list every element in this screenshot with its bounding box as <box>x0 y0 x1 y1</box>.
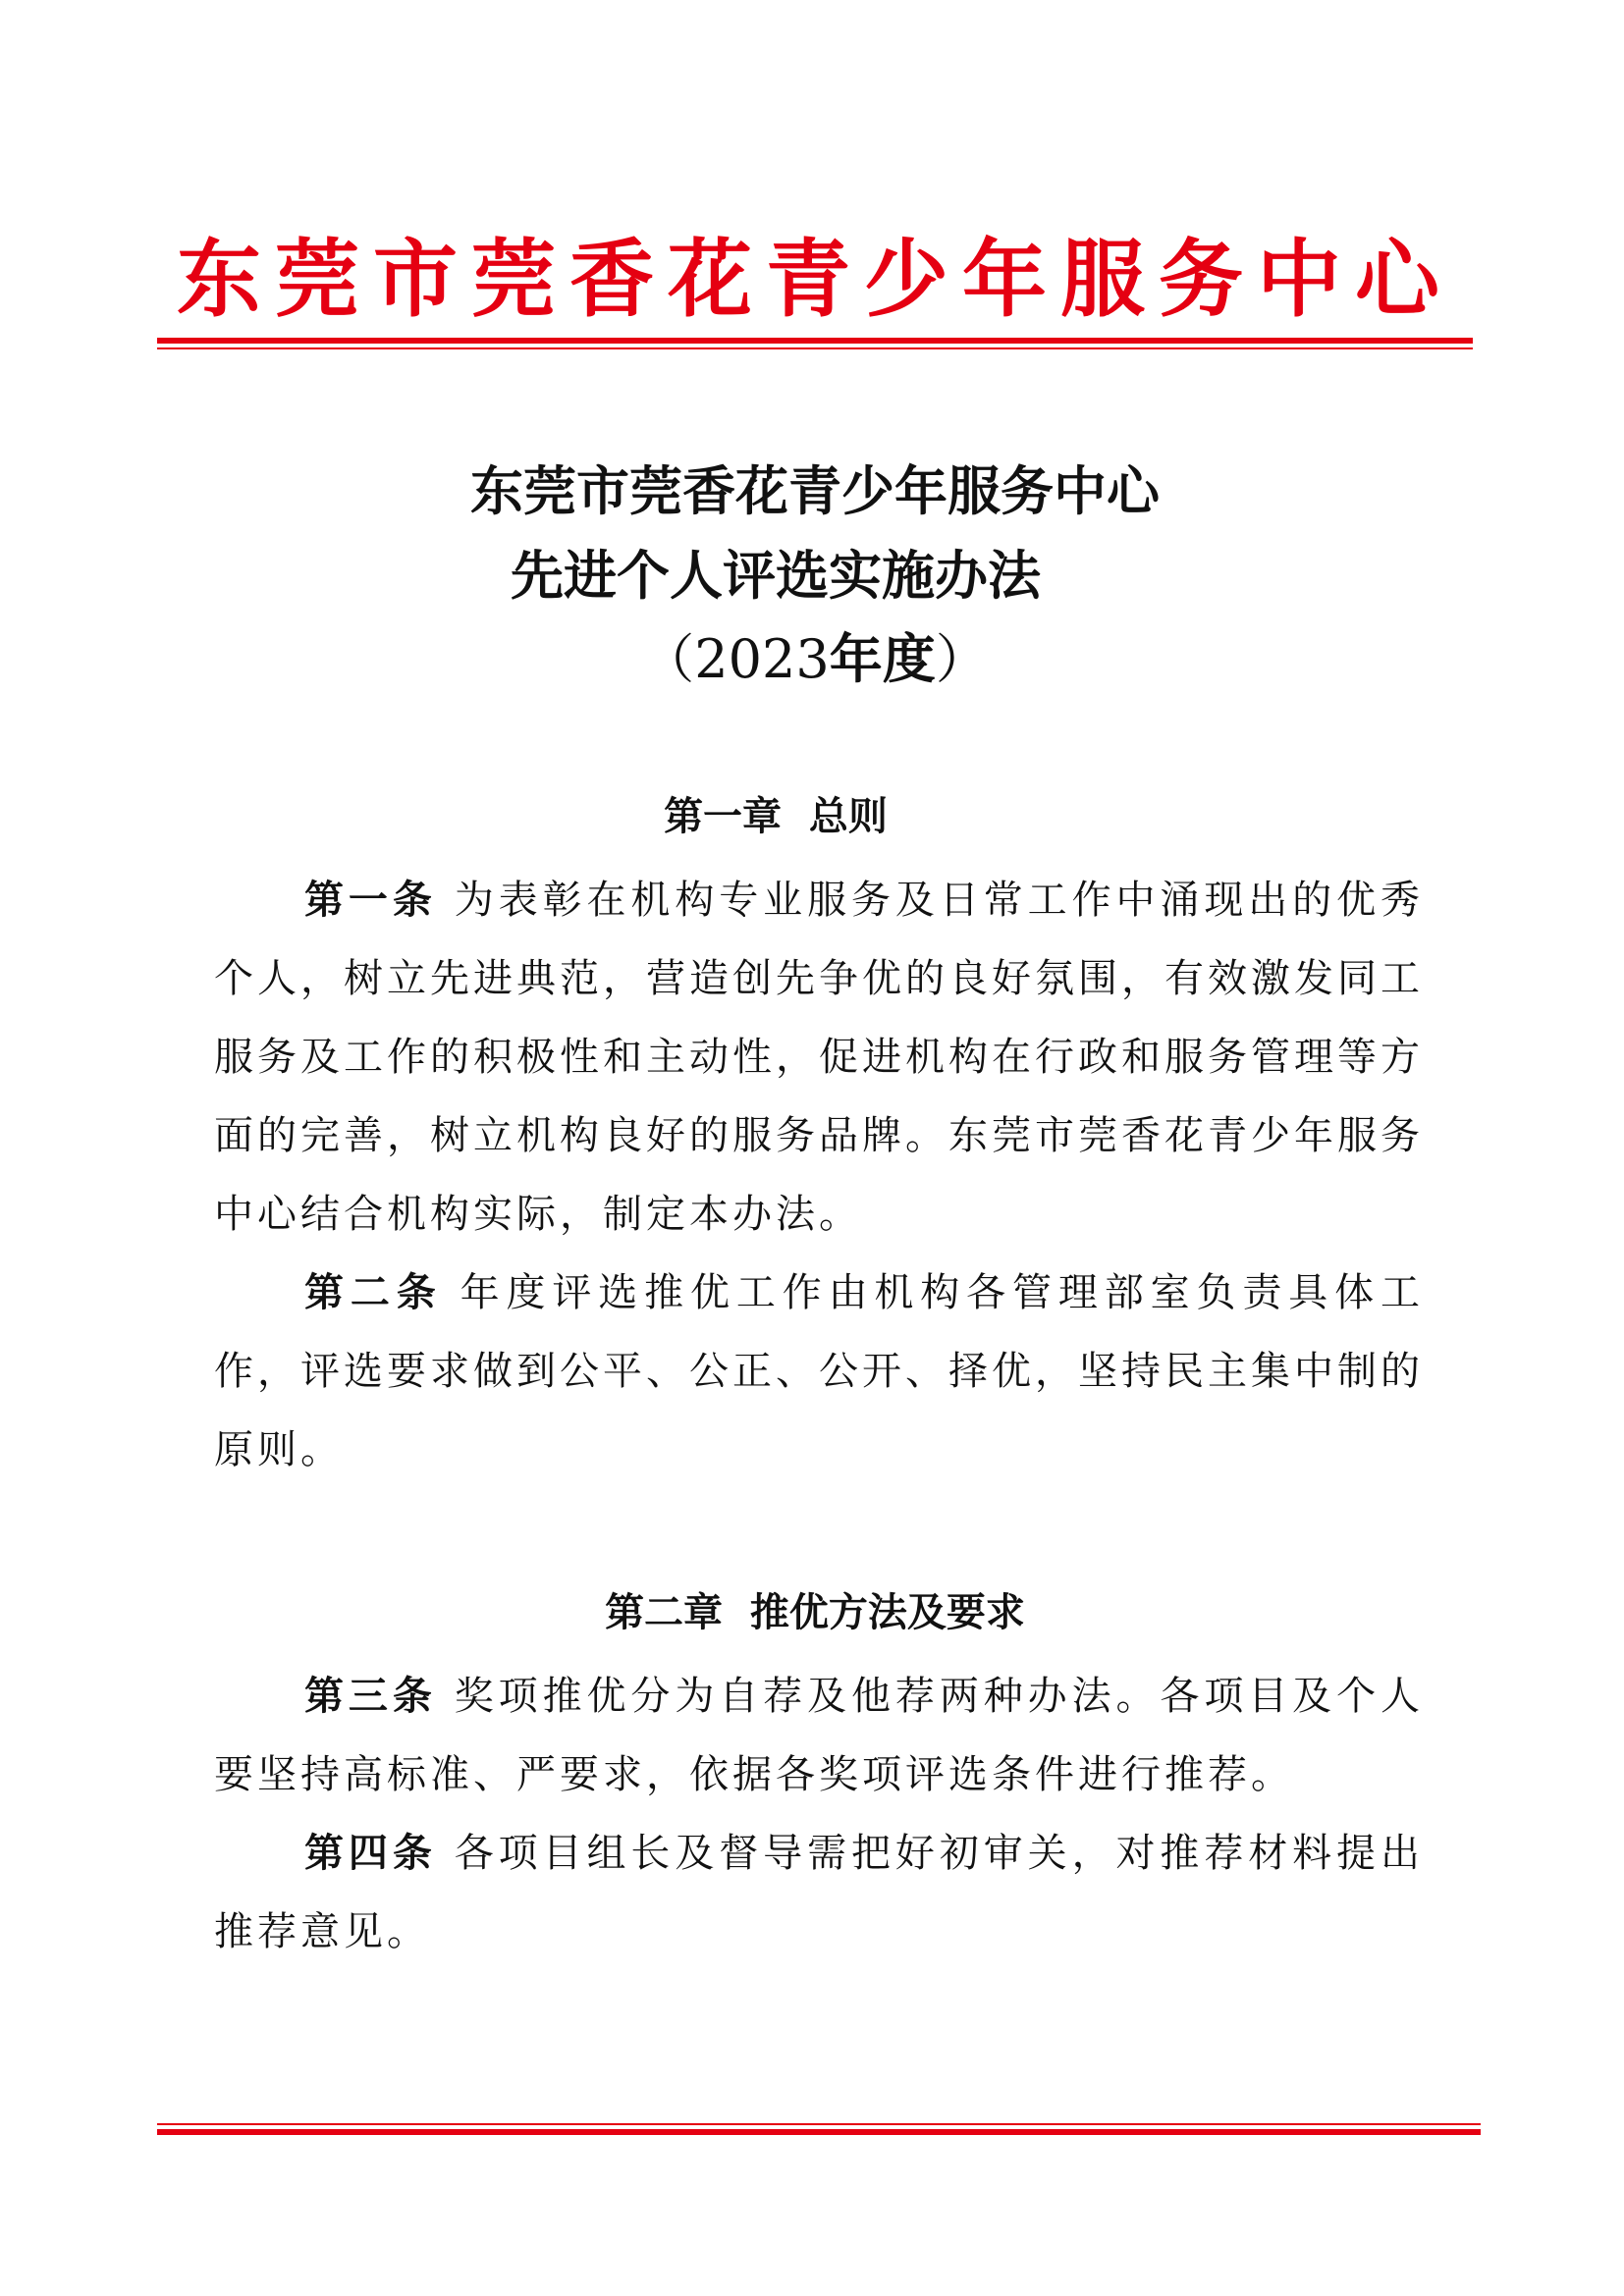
article-paragraph <box>214 1657 1424 1814</box>
article-paragraph <box>214 1814 1424 1971</box>
doc-year-number: 2023 <box>694 628 830 690</box>
letterhead-org-name: 东莞市莞香花青少年服务中心 <box>177 230 1453 329</box>
doc-title-line2: 先进个人评选实施办法 <box>511 544 1041 607</box>
article-text: 各项目组长及督导需把好初审关，对推荐材料提出推荐意见。 <box>214 1831 1424 1954</box>
doc-year-suffix: 年度 <box>829 627 936 690</box>
article-text: 为表彰在机构专业服务及日常工作中涌现出的优秀个人，树立先进典范，营造创先争优的良好氛围，有效激发同工服务及工作的积极性和主动性，促进机构在行政和服务管理等方面的完善，树立机构良好的服务品牌。东莞市莞香花青少年服务中心结合机构实际，制定本办法。 <box>214 878 1424 1237</box>
letterhead-rule-top-thick <box>157 338 1473 344</box>
article-paragraph <box>214 1254 1424 1489</box>
footer-rule-thin <box>157 2123 1481 2125</box>
chapter-heading: 第一章 总则 <box>664 794 888 839</box>
article-label: 第一条 <box>304 878 437 923</box>
article-label: 第四条 <box>304 1831 437 1876</box>
doc-year-close: ） <box>935 628 989 690</box>
doc-title-line1: 东莞市莞香花青少年服务中心 <box>470 459 1160 522</box>
article-text: 奖项推优分为自荐及他荐两种办法。各项目及个人要坚持高标准、严要求，依据各奖项评选条件进行推荐。 <box>214 1674 1424 1797</box>
doc-year-line <box>157 622 1473 696</box>
article-paragraph <box>214 861 1424 1254</box>
footer-rule-thick <box>157 2129 1481 2135</box>
doc-year-open: （ <box>641 628 695 690</box>
article-label: 第三条 <box>304 1674 437 1719</box>
article-label: 第二条 <box>304 1270 443 1315</box>
letterhead-rule-top-thin <box>157 347 1473 349</box>
article-text: 年度评选推优工作由机构各管理部室负责具体工作，评选要求做到公平、公正、公开、择优，坚持民主集中制的原则。 <box>214 1270 1425 1472</box>
chapter-heading: 第二章 推优方法及要求 <box>605 1590 1025 1635</box>
